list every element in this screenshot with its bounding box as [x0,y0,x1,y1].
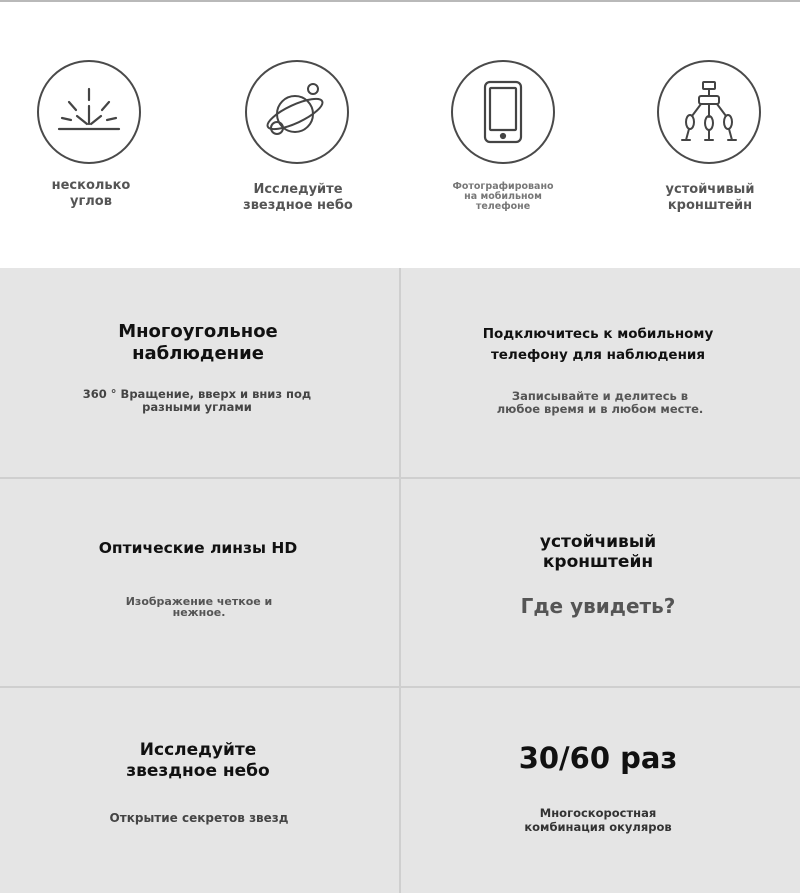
multi-angle-icon [37,60,141,164]
cell-subtitle: Изображение четкое и нежное. [125,595,273,619]
cell-title: Оптические линзы HD [98,539,298,557]
feature-multi-angle [0,2,200,268]
feature-strip [0,2,800,268]
feature-label: Фотографировано на мобильном телефоне [452,181,554,212]
grid-cell-explore-sky [0,688,400,893]
planet-icon [245,60,349,164]
cell-subtitle: 360 ° Вращение, вверх и вниз под разными углами [82,387,312,414]
feature-label: устойчивый кронштейн [665,182,755,213]
cell-title: Исследуйте звездное небо [126,740,270,781]
grid-cell-phone-connect [400,268,800,476]
feature-label: Исследуйте звездное небо [243,182,353,213]
tripod-icon [657,60,761,164]
cell-subtitle: Открытие секретов звезд [109,811,289,825]
cell-title: Многоугольное наблюдение [118,321,278,364]
cell-title: Подключитесь к мобильному телефону для наблюдения [482,326,714,363]
cell-title: устойчивый кронштейн [539,532,657,572]
cell-subtitle: Где увидеть? [520,594,676,618]
cell-title: 30/60 раз [518,741,678,775]
grid-cell-hd-lens [0,478,400,686]
smartphone-icon [451,60,555,164]
grid-cell-stable-tripod [400,478,800,686]
cell-subtitle: Записывайте и делитесь в любое время и в любом месте. [496,389,704,416]
feature-grid [0,268,800,893]
feature-label: несколько углов [51,178,131,209]
cell-subtitle: Многоскоростная комбинация окуляров [524,806,672,834]
feature-mobile-photo [400,2,600,268]
feature-stable-tripod [600,2,800,268]
grid-cell-magnification [400,688,800,893]
grid-cell-multi-angle [0,268,400,476]
feature-explore-sky [200,2,400,268]
